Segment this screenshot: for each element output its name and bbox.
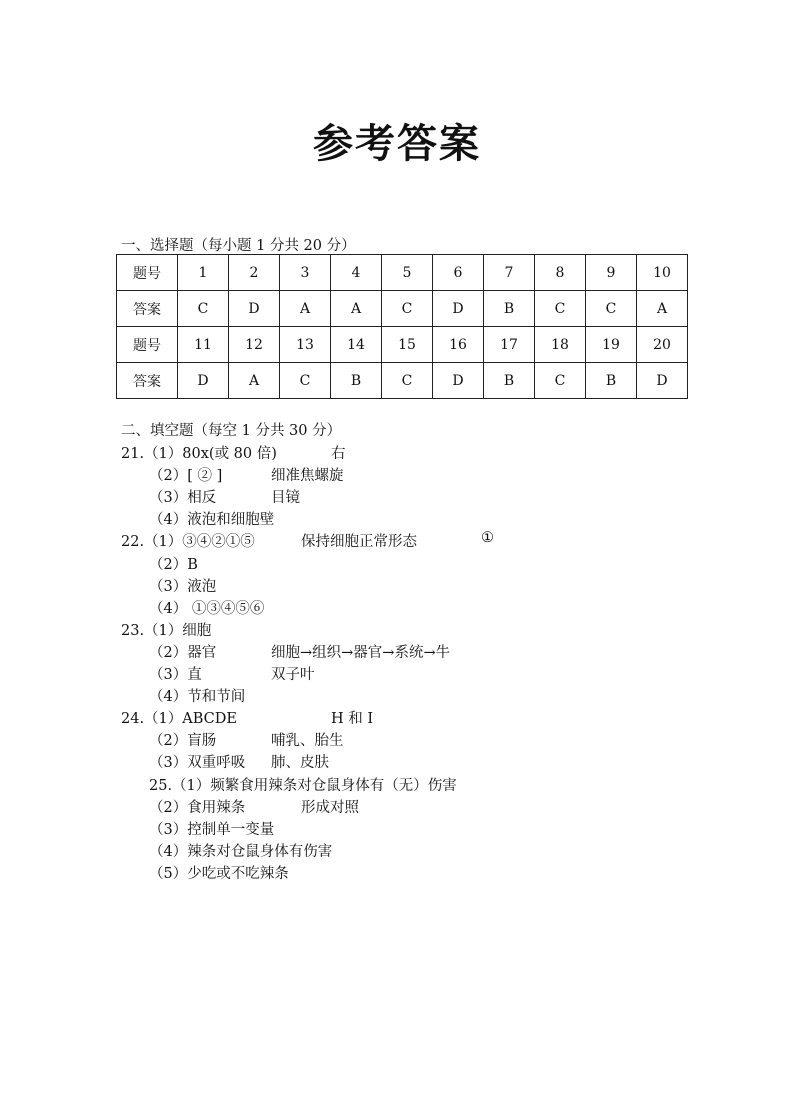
answer-line bbox=[121, 862, 341, 884]
answer-part: 23.（1）细胞 bbox=[121, 622, 212, 639]
table-cell: B bbox=[484, 363, 535, 399]
answer-part: H 和 I bbox=[331, 711, 374, 728]
answer-line bbox=[121, 553, 341, 575]
answer-part: （4）液泡和细胞壁 bbox=[149, 512, 275, 529]
table-cell: A bbox=[637, 291, 688, 327]
table-cell: 3 bbox=[280, 255, 331, 291]
page-title: 参考答案 bbox=[313, 120, 481, 167]
table-cell: 7 bbox=[484, 255, 535, 291]
row-header-cell: 题号 bbox=[117, 255, 178, 291]
table-cell: 13 bbox=[280, 327, 331, 363]
table-cell: 20 bbox=[637, 327, 688, 363]
table-cell: C bbox=[586, 291, 637, 327]
table-cell: 2 bbox=[229, 255, 280, 291]
fill-answers bbox=[121, 442, 494, 884]
answer-line bbox=[121, 508, 341, 530]
table-cell: 4 bbox=[331, 255, 382, 291]
answer-part: （4） ①③④⑤⑥ bbox=[149, 600, 265, 617]
answer-line bbox=[121, 486, 341, 508]
answer-part: （2）盲肠 bbox=[149, 733, 217, 750]
table-cell: 14 bbox=[331, 327, 382, 363]
answer-part: （4）节和节间 bbox=[149, 689, 246, 706]
table-cell: 5 bbox=[382, 255, 433, 291]
table-cell: 6 bbox=[433, 255, 484, 291]
answer-part: 形成对照 bbox=[301, 799, 359, 816]
answer-part: （3）相反 bbox=[149, 490, 217, 507]
answer-part: 双子叶 bbox=[271, 667, 315, 684]
section-fill bbox=[121, 420, 494, 884]
row-header-cell: 答案 bbox=[117, 363, 178, 399]
answer-line bbox=[121, 575, 341, 597]
table-cell: 12 bbox=[229, 327, 280, 363]
table-cell: 10 bbox=[637, 255, 688, 291]
answer-part: ① bbox=[481, 530, 494, 547]
table-cell: 8 bbox=[535, 255, 586, 291]
answer-part: 21.（1）80x(或 80 倍) bbox=[121, 446, 277, 463]
answer-part: 目镜 bbox=[271, 490, 300, 507]
answer-line bbox=[121, 597, 341, 619]
table-cell: 11 bbox=[178, 327, 229, 363]
answer-line bbox=[121, 774, 457, 796]
table-cell: D bbox=[433, 363, 484, 399]
table-cell: 19 bbox=[586, 327, 637, 363]
table-cell: C bbox=[535, 291, 586, 327]
table-row bbox=[117, 327, 688, 363]
table-cell: D bbox=[229, 291, 280, 327]
table-cell: 16 bbox=[433, 327, 484, 363]
table-cell: B bbox=[331, 363, 382, 399]
answer-part: 哺乳、胎生 bbox=[271, 733, 344, 750]
table-row bbox=[117, 291, 688, 327]
table-cell: 18 bbox=[535, 327, 586, 363]
table-cell: A bbox=[280, 291, 331, 327]
answer-part: （3）双重呼吸 bbox=[149, 755, 246, 772]
answer-line bbox=[121, 840, 341, 862]
answer-line bbox=[121, 663, 341, 685]
answer-part: （2）B bbox=[149, 556, 198, 573]
row-header-cell: 题号 bbox=[117, 327, 178, 363]
answer-part: （3）控制单一变量 bbox=[149, 821, 275, 838]
table-cell: B bbox=[586, 363, 637, 399]
table-cell: D bbox=[433, 291, 484, 327]
answer-part: （3）直 bbox=[149, 667, 202, 684]
answer-part: 细胞→组织→器官→系统→牛 bbox=[271, 644, 451, 661]
table-row bbox=[117, 255, 688, 291]
table-cell: B bbox=[484, 291, 535, 327]
answer-part: （3）液泡 bbox=[149, 578, 217, 595]
answer-line bbox=[121, 796, 359, 818]
table-row bbox=[117, 363, 688, 399]
section-choice-heading: 一、选择题（每小题 1 分共 20 分） bbox=[121, 238, 356, 254]
answer-part: （2）器官 bbox=[149, 644, 217, 661]
answer-part: 保持细胞正常形态 bbox=[301, 534, 417, 551]
answer-line bbox=[121, 641, 451, 663]
table-cell: A bbox=[229, 363, 280, 399]
answer-line bbox=[121, 707, 374, 729]
table-cell: C bbox=[535, 363, 586, 399]
table-cell: C bbox=[178, 291, 229, 327]
answer-part: （2）[ ② ] bbox=[149, 468, 223, 485]
answer-line bbox=[121, 751, 341, 773]
answer-part: 右 bbox=[331, 446, 346, 463]
answer-part: 25.（1）频繁食用辣条对仓鼠身体有（无）伤害 bbox=[149, 777, 457, 794]
answer-part: （2）食用辣条 bbox=[149, 799, 246, 816]
answer-line bbox=[121, 530, 494, 552]
answer-table bbox=[116, 254, 688, 399]
answer-part: 24.（1）ABCDE bbox=[121, 711, 237, 728]
table-cell: 15 bbox=[382, 327, 433, 363]
table-cell: 9 bbox=[586, 255, 637, 291]
answer-line bbox=[121, 685, 341, 707]
table-cell: D bbox=[178, 363, 229, 399]
answer-part: （5）少吃或不吃辣条 bbox=[149, 865, 289, 882]
answer-line bbox=[121, 442, 346, 464]
table-cell: 17 bbox=[484, 327, 535, 363]
answer-line bbox=[121, 464, 344, 486]
table-cell: C bbox=[382, 363, 433, 399]
table-cell: C bbox=[280, 363, 331, 399]
answer-part: （4）辣条对仓鼠身体有伤害 bbox=[149, 843, 333, 860]
answer-part: 22.（1）③④②①⑤ bbox=[121, 534, 255, 551]
answer-line bbox=[121, 619, 341, 641]
table-cell: A bbox=[331, 291, 382, 327]
table-cell: 1 bbox=[178, 255, 229, 291]
answer-line bbox=[121, 729, 344, 751]
table-cell: C bbox=[382, 291, 433, 327]
answer-part: 细准焦螺旋 bbox=[271, 468, 344, 485]
section-fill-heading: 二、填空题（每空 1 分共 30 分） bbox=[121, 423, 342, 439]
row-header-cell: 答案 bbox=[117, 291, 178, 327]
answer-part: 肺、皮肤 bbox=[271, 755, 329, 772]
answer-line bbox=[121, 818, 341, 840]
table-cell: D bbox=[637, 363, 688, 399]
